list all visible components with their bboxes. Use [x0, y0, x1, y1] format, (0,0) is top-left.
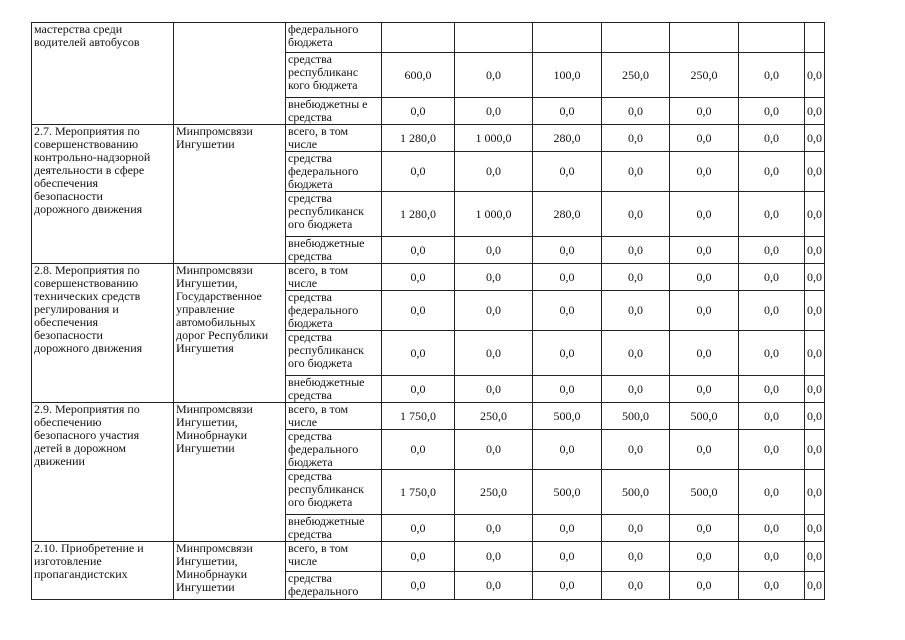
amount-cell: 0,0: [739, 125, 805, 152]
amount-cell: 0,0: [805, 237, 825, 264]
amount-cell: 0,0: [602, 98, 670, 125]
amount-cell: 1 750,0: [382, 470, 455, 515]
amount-cell: 0,0: [739, 542, 805, 572]
amount-cell: 0,0: [739, 152, 805, 192]
amount-cell: 0,0: [805, 53, 825, 98]
funding-source-cell: внебюджетные средства: [286, 237, 382, 264]
amount-cell: 0,0: [533, 237, 602, 264]
amount-cell: 1 000,0: [455, 192, 533, 237]
amount-cell: 0,0: [455, 98, 533, 125]
amount-cell: 0,0: [533, 98, 602, 125]
table-row: [32, 542, 825, 572]
amount-cell: 280,0: [533, 125, 602, 152]
amount-cell: 0,0: [533, 430, 602, 470]
amount-cell: 0,0: [739, 572, 805, 600]
funding-source-cell: средства республиканск ого бюджета: [286, 331, 382, 376]
amount-cell: 0,0: [739, 376, 805, 403]
amount-cell: 0,0: [805, 125, 825, 152]
amount-cell: 0,0: [602, 376, 670, 403]
activity-2-9-responsible: Минпромсвязи Ингушетии, Минобрнауки Ингушетии: [174, 403, 286, 542]
amount-cell: 0,0: [739, 237, 805, 264]
amount-cell: 0,0: [739, 291, 805, 331]
amount-cell: 600,0: [382, 53, 455, 98]
amount-cell: 0,0: [455, 572, 533, 600]
amount-cell: 1 000,0: [455, 125, 533, 152]
amount-cell: 0,0: [670, 376, 739, 403]
amount-cell: 0,0: [805, 572, 825, 600]
table-row: [32, 23, 825, 53]
amount-cell: 0,0: [602, 291, 670, 331]
funding-source-cell: средства республиканс кого бюджета: [286, 53, 382, 98]
amount-cell: 0,0: [670, 572, 739, 600]
amount-cell: 0,0: [455, 264, 533, 291]
amount-cell: 0,0: [670, 152, 739, 192]
amount-cell: 0,0: [602, 542, 670, 572]
amount-cell: 0,0: [602, 264, 670, 291]
amount-cell: 0,0: [805, 376, 825, 403]
amount-cell: 0,0: [739, 192, 805, 237]
amount-cell: 0,0: [533, 542, 602, 572]
amount-cell: 0,0: [805, 403, 825, 430]
amount-cell: 0,0: [739, 98, 805, 125]
amount-cell: 0,0: [670, 98, 739, 125]
amount-cell: 280,0: [533, 192, 602, 237]
amount-cell: 0,0: [739, 264, 805, 291]
funding-source-cell: средства федерального бюджета: [286, 430, 382, 470]
amount-cell: 0,0: [805, 470, 825, 515]
amount-cell: 0,0: [739, 331, 805, 376]
activity-2-8-responsible: Минпромсвязи Ингушетии, Государственное управление автомобильных дорог Республики Ингушетия: [174, 264, 286, 403]
amount-cell: 0,0: [382, 515, 455, 542]
amount-cell: 250,0: [455, 470, 533, 515]
amount-cell: 500,0: [670, 403, 739, 430]
amount-cell: 0,0: [382, 331, 455, 376]
amount-cell: 100,0: [533, 53, 602, 98]
amount-cell: 0,0: [602, 152, 670, 192]
amount-cell: 0,0: [382, 376, 455, 403]
amount-cell: 0,0: [805, 152, 825, 192]
activity-2-7-title: 2.7. Мероприятия по совершенствованию контрольно-надзорной деятельности в сфере обеспечения безопасности дорожного движения: [32, 125, 174, 264]
amount-cell: 0,0: [533, 515, 602, 542]
funding-source-cell: федерального бюджета: [286, 23, 382, 53]
amount-cell: 0,0: [602, 192, 670, 237]
amount-cell: 250,0: [670, 53, 739, 98]
funding-source-cell: внебюджетные средства: [286, 515, 382, 542]
amount-cell: 0,0: [455, 152, 533, 192]
amount-cell: 0,0: [670, 264, 739, 291]
amount-cell: 0,0: [805, 331, 825, 376]
activity-2-10-responsible: Минпромсвязи Ингушетии, Минобрнауки Ингушетии: [174, 542, 286, 600]
funding-source-cell: средства республиканск ого бюджета: [286, 192, 382, 237]
funding-source-cell: средства федерального бюджета: [286, 291, 382, 331]
amount-cell: 0,0: [670, 237, 739, 264]
amount-cell: 0,0: [739, 430, 805, 470]
table-row: [32, 264, 825, 291]
amount-cell: 0,0: [602, 331, 670, 376]
amount-cell: 0,0: [602, 572, 670, 600]
amount-cell: [739, 23, 805, 53]
amount-cell: 0,0: [670, 331, 739, 376]
amount-cell: 500,0: [533, 403, 602, 430]
amount-cell: 0,0: [533, 331, 602, 376]
activity-2-9-title: 2.9. Мероприятия по обеспечению безопасного участия детей в дорожном движении: [32, 403, 174, 542]
amount-cell: 0,0: [382, 572, 455, 600]
activity-2-10-title: 2.10. Приобретение и изготовление пропагандистских: [32, 542, 174, 600]
amount-cell: 0,0: [382, 152, 455, 192]
amount-cell: 0,0: [455, 53, 533, 98]
amount-cell: 0,0: [382, 542, 455, 572]
amount-cell: 0,0: [805, 291, 825, 331]
amount-cell: 0,0: [805, 430, 825, 470]
amount-cell: 500,0: [670, 470, 739, 515]
funding-source-cell: внебюджетны е средства: [286, 98, 382, 125]
amount-cell: 0,0: [602, 125, 670, 152]
amount-cell: [670, 23, 739, 53]
amount-cell: 0,0: [455, 291, 533, 331]
table-row: [32, 403, 825, 430]
activity-row-tail-responsible: [174, 23, 286, 125]
amount-cell: 0,0: [670, 291, 739, 331]
amount-cell: 0,0: [382, 98, 455, 125]
amount-cell: 0,0: [805, 192, 825, 237]
amount-cell: 0,0: [805, 542, 825, 572]
funding-source-cell: всего, в том числе: [286, 125, 382, 152]
amount-cell: 0,0: [382, 291, 455, 331]
table-row: [32, 125, 825, 152]
amount-cell: 500,0: [602, 470, 670, 515]
amount-cell: 1 750,0: [382, 403, 455, 430]
amount-cell: 0,0: [805, 98, 825, 125]
amount-cell: 0,0: [455, 237, 533, 264]
amount-cell: 0,0: [739, 470, 805, 515]
amount-cell: 0,0: [455, 430, 533, 470]
amount-cell: 0,0: [670, 542, 739, 572]
amount-cell: 0,0: [455, 515, 533, 542]
amount-cell: 0,0: [533, 291, 602, 331]
funding-source-cell: всего, в том числе: [286, 542, 382, 572]
amount-cell: 250,0: [602, 53, 670, 98]
budget-table: [31, 22, 825, 600]
amount-cell: 0,0: [533, 572, 602, 600]
amount-cell: 0,0: [739, 53, 805, 98]
amount-cell: 0,0: [670, 515, 739, 542]
activity-2-7-responsible: Минпромсвязи Ингушетии: [174, 125, 286, 264]
amount-cell: 0,0: [533, 152, 602, 192]
amount-cell: 0,0: [739, 515, 805, 542]
amount-cell: 0,0: [455, 331, 533, 376]
amount-cell: [805, 23, 825, 53]
amount-cell: 0,0: [455, 376, 533, 403]
amount-cell: 0,0: [382, 264, 455, 291]
amount-cell: 0,0: [602, 515, 670, 542]
amount-cell: [602, 23, 670, 53]
amount-cell: 0,0: [670, 430, 739, 470]
amount-cell: 250,0: [455, 403, 533, 430]
funding-source-cell: средства федерального: [286, 572, 382, 600]
amount-cell: 0,0: [602, 430, 670, 470]
funding-source-cell: всего, в том числе: [286, 403, 382, 430]
funding-source-cell: всего, в том числе: [286, 264, 382, 291]
amount-cell: 0,0: [805, 515, 825, 542]
amount-cell: [455, 23, 533, 53]
amount-cell: 0,0: [670, 125, 739, 152]
activity-2-8-title: 2.8. Мероприятия по совершенствованию технических средств регулирования и обеспечения безопасности дорожного движения: [32, 264, 174, 403]
amount-cell: 0,0: [533, 376, 602, 403]
amount-cell: 500,0: [533, 470, 602, 515]
amount-cell: 0,0: [805, 264, 825, 291]
amount-cell: 1 280,0: [382, 192, 455, 237]
amount-cell: 500,0: [602, 403, 670, 430]
amount-cell: 0,0: [602, 237, 670, 264]
amount-cell: 0,0: [533, 264, 602, 291]
amount-cell: 0,0: [382, 237, 455, 264]
funding-source-cell: средства федерального бюджета: [286, 152, 382, 192]
amount-cell: 0,0: [739, 403, 805, 430]
funding-source-cell: средства республиканск ого бюджета: [286, 470, 382, 515]
funding-source-cell: внебюджетные средства: [286, 376, 382, 403]
amount-cell: 1 280,0: [382, 125, 455, 152]
amount-cell: 0,0: [670, 192, 739, 237]
amount-cell: 0,0: [382, 430, 455, 470]
amount-cell: 0,0: [455, 542, 533, 572]
activity-row-tail-title: мастерства среди водителей автобусов: [32, 23, 174, 125]
amount-cell: [533, 23, 602, 53]
amount-cell: [382, 23, 455, 53]
